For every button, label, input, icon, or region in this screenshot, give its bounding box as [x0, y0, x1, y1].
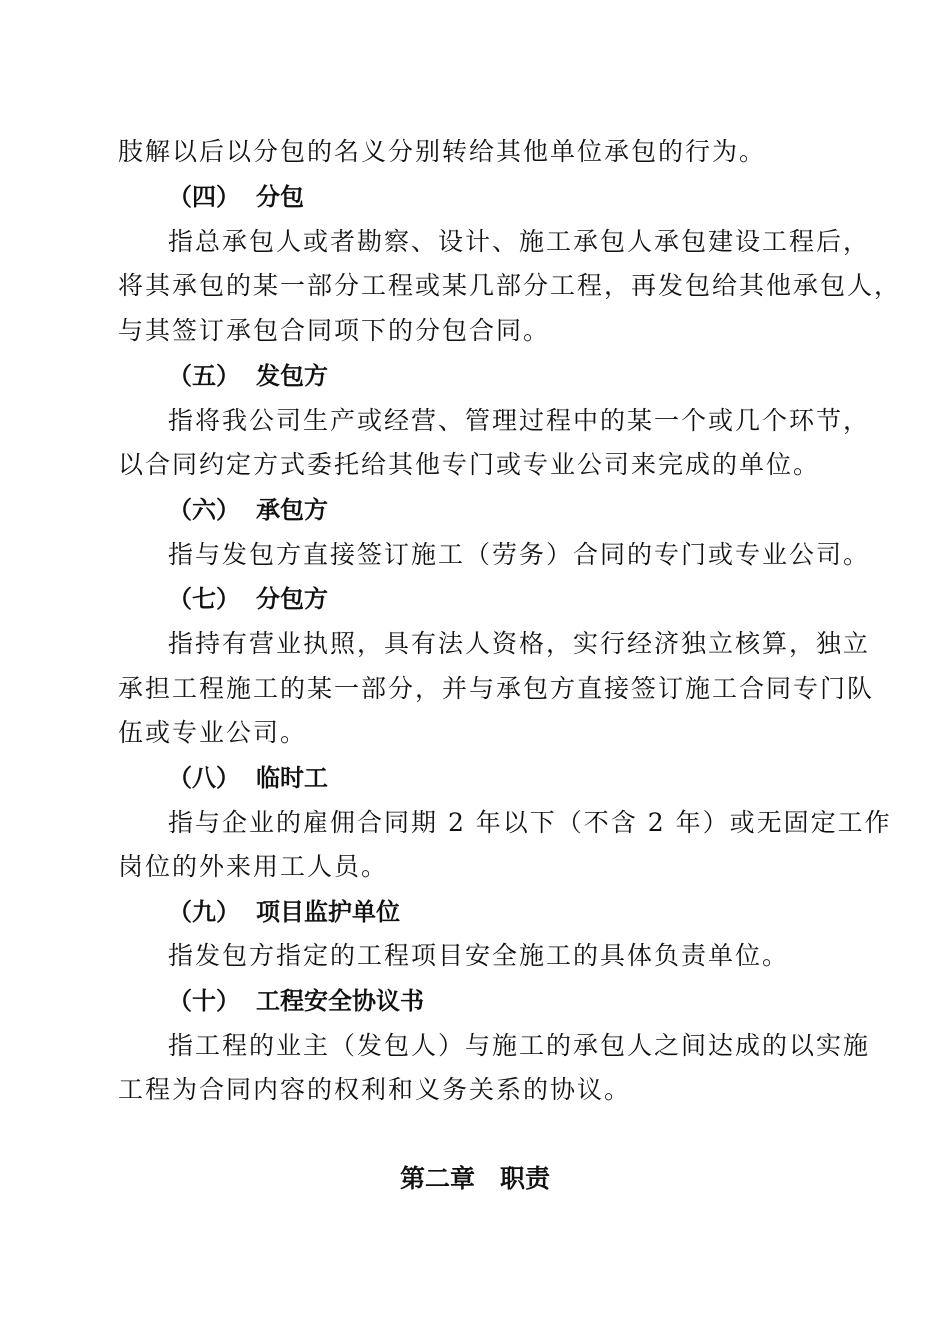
paragraph-line: 与其签订承包合同项下的分包合同。 [118, 316, 551, 345]
section-number: （九） [168, 898, 240, 926]
paragraph-line: 指与企业的雇佣合同期 2 年以下（不含 2 年）或无固定工作 [168, 808, 892, 837]
section-heading [168, 582, 328, 616]
paragraph-line: 将其承包的某一部分工程或某几部分工程，再发包给其他承包人， [118, 271, 902, 300]
paragraph-line: 指将我公司生产或经营、管理过程中的某一个或几个环节， [168, 406, 871, 435]
section-number: （六） [168, 496, 240, 524]
section-title: 临时工 [256, 764, 328, 792]
paragraph-line: 伍或专业公司。 [118, 718, 308, 747]
section-number: （八） [168, 764, 240, 792]
section-heading [168, 359, 328, 393]
section-title: 分包 [256, 183, 304, 211]
paragraph-line: 指发包方指定的工程项目安全施工的具体负责单位。 [168, 941, 790, 970]
paragraph-line: 指与发包方直接签订施工（劳务）合同的专门或专业公司。 [168, 540, 871, 569]
section-title: 发包方 [256, 362, 328, 390]
paragraph-line: 指总承包人或者勘察、设计、施工承包人承包建设工程后， [168, 227, 871, 256]
section-title: 项目监护单位 [256, 898, 400, 926]
section-number: （五） [168, 362, 240, 390]
section-number: （四） [168, 183, 240, 211]
paragraph-line: 岗位的外来用工人员。 [118, 852, 389, 881]
paragraph-line: 指持有营业执照，具有法人资格，实行经济独立核算，独立 [168, 629, 871, 658]
section-number: （十） [168, 987, 240, 1015]
section-title: 承包方 [256, 496, 328, 524]
paragraph-line: 指工程的业主（发包人）与施工的承包人之间达成的以实施 [168, 1031, 871, 1060]
section-heading [168, 493, 328, 527]
paragraph-line: 承担工程施工的某一部分，并与承包方直接签订施工合同专门队 [118, 674, 875, 703]
section-title: 工程安全协议书 [256, 987, 424, 1015]
paragraph-line: 以合同约定方式委托给其他专门或专业公司来完成的单位。 [118, 450, 821, 479]
paragraph-line: 工程为合同内容的权利和义务关系的协议。 [118, 1075, 632, 1104]
section-heading [168, 180, 304, 214]
chapter-title: 第二章 职责 [399, 1164, 550, 1193]
paragraph-line: 肢解以后以分包的名义分别转给其他单位承包的行为。 [118, 137, 767, 166]
section-title: 分包方 [256, 585, 328, 613]
section-heading [168, 895, 400, 929]
section-number: （七） [168, 585, 240, 613]
section-heading [168, 984, 424, 1018]
section-heading [168, 761, 328, 795]
